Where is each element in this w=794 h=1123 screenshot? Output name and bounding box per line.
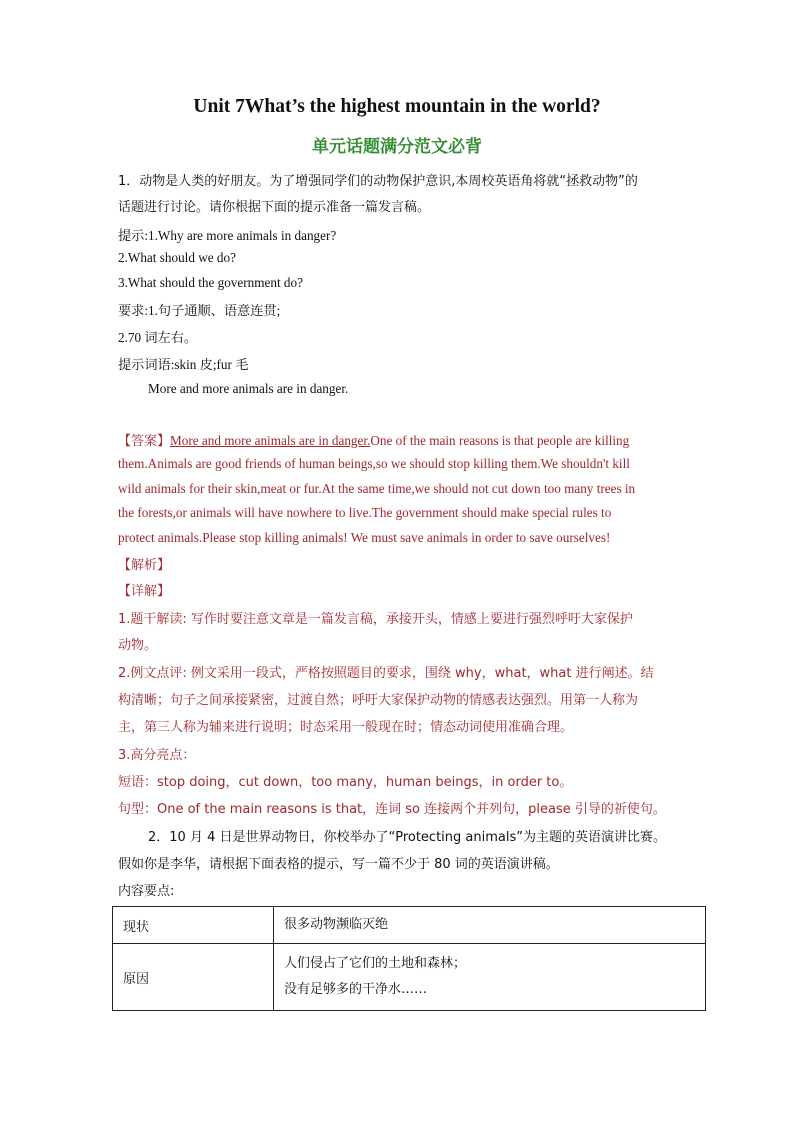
q1-hint-2: 2.What should we do? [118,250,236,265]
answer-line5: protect animals.Please stop killing animals! We must save animals in order to save ourselves! [118,530,611,545]
table-cell-line: 很多动物濒临灭绝 [284,917,389,932]
q1-hint-1: 提示:1.Why are more animals in danger? [118,228,337,243]
q2-prompt-line2: 假如你是李华，请根据下面表格的提示，写一篇不少于 80 词的英语演讲稿。 [118,857,559,872]
page-title: Unit 7What’s the highest mountain in the world? [193,96,601,117]
answer-tag: 【答案】 [118,434,171,449]
table-row [113,907,706,944]
table-row-content [274,907,706,944]
table-cell-line: 没有足够多的干净水…… [284,982,428,997]
table-cell-line: 人们侵占了它们的土地和森林； [284,956,467,971]
detail-point2-line1: 2.例文点评: 例文采用一段式，严格按照题目的要求，围绕 why，what，what 进行阐述。结 [118,666,654,681]
analysis-heading: 【解析】 [118,558,171,573]
answer-line1 [118,430,629,449]
q1-vocab-hint: 提示词语:skin 皮;fur 毛 [118,357,249,372]
detail-point1-line2: 动物。 [118,638,158,653]
q1-prompt-line2: 话题进行讨论。请你根据下面的提示准备一篇发言稿。 [118,200,431,215]
detail-point2-line2: 构清晰；句子之间承接紧密，过渡自然；呼吁大家保护动物的情感表达强烈。用第一人称为 [118,693,639,708]
q1-prompt-line1: 1．动物是人类的好朋友。为了增强同学们的动物保护意识,本周校英语角将就“拯救动物”的 [118,174,638,189]
answer-line1-rest: One of the main reasons is that people are killing [370,433,630,448]
q1-hint-3: 3.What should the government do? [118,275,303,290]
answer-line3: wild animals for their skin,meat or fur.At the same time,we should not cut down too many trees in [118,481,636,496]
page-subtitle: 单元话题满分范文必背 [312,137,482,157]
answer-line4: the forests,or animals will have nowhere to live.The government should make special rules to [118,505,612,520]
detail-point1-line1: 1.题干解读: 写作时要注意文章是一篇发言稿，承接开头，情感上要进行强烈呼吁大家保护 [118,612,633,627]
content-points-table [112,906,706,1011]
q1-requirement-1: 要求:1.句子通顺、语意连贯; [118,303,281,318]
detail-heading: 【详解】 [118,584,171,599]
answer-line2: them.Animals are good friends of human beings,so we should stop killing them.We shouldn't kill [118,456,630,471]
table-row-label: 现状 [113,907,274,944]
table-row-label: 原因 [113,944,274,1011]
answer-underlined-opening: More and more animals are in danger. [170,433,371,448]
q1-opening-sentence: More and more animals are in danger. [148,381,349,396]
q1-requirement-2: 2.70 词左右。 [118,330,198,345]
table-row-content [274,944,706,1011]
detail-point3-heading: 3.高分亮点： [118,748,196,763]
detail-phrases: 短语：stop doing，cut down，too many，human beings，in order to。 [118,775,573,790]
q2-prompt-line1: 2．10 月 4 日是世界动物日，你校举办了“Protecting animals”为主题的英语演讲比赛。 [148,830,666,845]
detail-sentences: 句型：One of the main reasons is that，连词 so 连接两个并列句，please 引导的祈使句。 [118,802,666,817]
table-row [113,944,706,1011]
detail-point2-line3: 主，第三人称为辅来进行说明；时态采用一般现在时；情态动词使用准确合理。 [118,720,574,735]
q2-points-label: 内容要点: [118,884,175,899]
